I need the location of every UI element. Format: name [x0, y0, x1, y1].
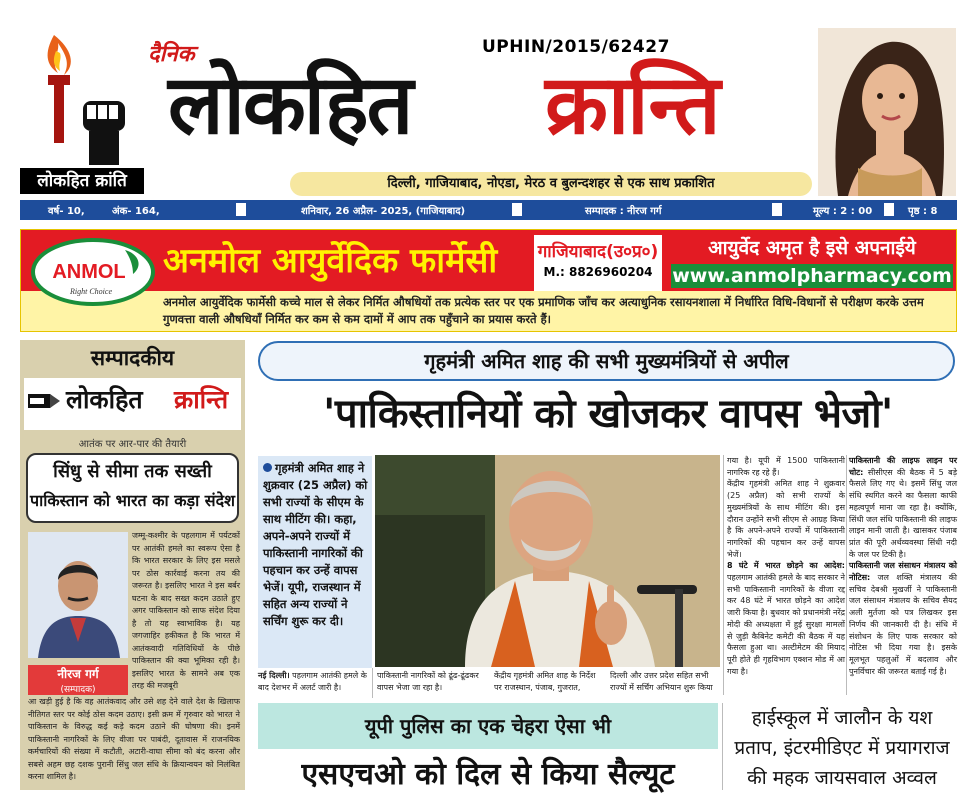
masthead-title-red: क्रान्ति [545, 57, 719, 153]
col3-para2: केंद्रीय गृहमंत्री अमित शाह ने शुक्रवार (25 अप्रैल) को सभी राज्यों के मुख्यमंत्रियों के साथ मीटिंग की। इस दौरान उन्होंने सभी सीएम से आग्रह किया है कि अपने-अपने राज्यों में पाकिस्तानी नागरिकों की पहचान कर उन्हें वापस भेजें। [727, 479, 845, 559]
third-story-headline: हाईस्कूल में जालौन के यश प्रताप, इंटरमीडिएट में प्रयागराज की महक जायसवाल अव्वल [734, 707, 950, 789]
editorial-column [20, 340, 245, 790]
separator-square [236, 203, 246, 216]
raised-fist-icon [75, 95, 133, 165]
anmol-logo [29, 236, 157, 306]
col3-para1: गया है। यूपी में 1500 पाकिस्तानी नागरिक रह रहे हैं। [727, 456, 845, 477]
ad-city: गाजियाबाद(उ०प्र०) [537, 242, 659, 262]
col4-para1: सीसीएस की बैठक में 5 बड़े फैसले लिए गए थे। इसमें सिंधु जल संधि स्थगित करने का फैसला काफी महत्वपूर्ण माना जा रहा है। क्योंकि, सिंधी जल संधि पाकिस्तानी की लाइफ लाइन मानी जाती है। खासकर पंजाब प्रांत की पूरी अर्थव्यवस्था सिंधी नदी के जल पर टिकी है। [849, 467, 957, 559]
caption-col1 [258, 670, 370, 694]
masthead [0, 0, 979, 198]
second-story-kicker: यूपी पुलिस का एक चेहरा ऐसा भी [258, 703, 718, 749]
editorial-text-part2: आ खड़ी हुई है कि वह आतंकवाद और उसे शह देने वाले देश के खिलाफ नीतिगत स्तर पर कोई ठोस कदम उठाए। इसी क्रम में गृरुवार को भारत ने पाकिस्तान के विरुद्ध कई कड़े कदम उठाने की घोषणा की। इनमें पाकिस्तानी नागरिकों के लिए वीजा पर पाबंदी, दूतावास में राजनयिक कर्मचारियों की संख्या में कटौती, अटारी-वाघा सीमा को बंद करना और सबसे अहम छह दशक पुरानी सिंधु जल संधि के क्रियान्वयन को निलंबित करना शामिल है। [28, 697, 240, 781]
editorial-brand-black: लोकहित [66, 385, 143, 414]
second-story-headline: एसएचओ को दिल से किया सैल्यूट [301, 757, 675, 792]
issue-year: वर्ष- 10, [48, 206, 85, 217]
issue-date: शनिवार, 26 अप्रैल- 2025, (गाजियाबाद) [301, 206, 466, 217]
issue-number: अंक- 164, [112, 206, 160, 217]
ad-phone: M.: 8826960204 [543, 265, 653, 279]
column-divider [722, 703, 723, 790]
issue-info-bar [20, 200, 957, 220]
ad-contact-block [534, 235, 662, 291]
bullet-icon [263, 463, 272, 472]
editor-role: (सम्पादक) [60, 685, 96, 695]
lead-text-col3 [727, 455, 845, 677]
editorial-headline-line2: पाकिस्तान को भारत का कड़ा संदेश [30, 491, 235, 510]
celebrity-photo [818, 28, 956, 196]
caption-col1-text: पहलगाम आतंकी हमले के बाद देशभर में अलर्ट जारी है। [258, 671, 367, 692]
separator-square [884, 203, 894, 216]
page-count: पृष्ठ : 8 [908, 206, 938, 217]
editorial-headline-box [26, 453, 239, 523]
lead-kicker: गृहमंत्री अमित शाह की सभी मुख्यमंत्रियों से अपील [258, 341, 955, 381]
caption-col4: दिल्ली और उत्तर प्रदेश सहित सभी राज्यों में सर्चिंग अभियान शुरू किया [610, 671, 713, 692]
editor-photo [28, 532, 128, 658]
logo-caption: लोकहित क्रांति [20, 168, 144, 194]
pen-icon [26, 386, 62, 416]
masthead-title-black: लोकहित [168, 57, 412, 153]
registration-number: UPHIN/2015/62427 [482, 37, 670, 57]
separator-square [512, 203, 522, 216]
masthead-tagline: दिल्ली, गाजियाबाद, नोएडा, मेरठ व बुलन्दशहर से एक साथ प्रकाशित [290, 172, 812, 196]
ad-brand-subtext: Right Choice [70, 287, 112, 296]
ad-slogan: आयुर्वेद अमृत है इसे अपनाईये [708, 237, 916, 259]
lead-highlight-box [258, 456, 372, 668]
editorial-headline-line1: सिंधु से सीमा तक सख्ती [53, 461, 212, 482]
lead-highlight-text: गृहमंत्री अमित शाह ने शुक्रवार (25 अप्रैल) को सभी राज्यों के सीएम के साथ मीटिंग की। कहा, अपने-अपने राज्यों में पाकिस्तानी नागरिकों की पहचान कर उन्हें वापस भेजें। यूपी, राजस्थान में सहित अन्य राज्यों ने सर्चिंग शुरू कर दी। [263, 461, 368, 628]
dainik-label: दैनिक [148, 42, 195, 67]
column-divider [846, 455, 847, 695]
column-divider [372, 668, 373, 698]
editorial-brand-red: क्रान्ति [174, 385, 229, 414]
editorial-brand-box [24, 378, 241, 430]
caption-col3: केंद्रीय गृहमंत्री अमित शाह के निर्देश पर राजस्थान, पंजाब, गुजरात, [494, 671, 596, 692]
lead-text-col4 [849, 455, 957, 677]
col4-subheading1: पाकिस्तानी की लाइफ लाइन पर चोट: [849, 456, 957, 477]
editorial-section-title: सम्पादकीय [90, 345, 175, 370]
lead-photo [375, 455, 720, 667]
editor-name: नीरज गर्ग [57, 667, 99, 681]
separator-square [772, 203, 782, 216]
ad-brand-text: ANMOL [52, 261, 126, 283]
editor-credit: सम्पादक : नीरज गर्ग [585, 206, 662, 217]
col3-subheading: 8 घंटे में भारत छोड़ने का आदेश: [727, 561, 845, 571]
ad-website[interactable]: www.anmolpharmacy.com [672, 265, 952, 287]
lead-headline: 'पाकिस्तानियों को खोजकर वापस भेजो' [323, 391, 893, 437]
caption-dateline: नई दिल्ली। [258, 671, 290, 680]
caption-col2: पाकिस्तानी नागरिकों को ढूंढ-ढूंढकर वापस भेजा जा रहा है। [377, 671, 479, 692]
editor-name-tag [28, 665, 128, 695]
editorial-text-part1: जम्मू-कश्मीर के पहलगाम में पर्यटकों पर आतंकी हमले का स्वरूप ऐसा है कि भारत सरकार के लिए इस मसले पर ठोस कार्रवाई करना तय की जरूरत है। इसलिए भारत ने इस बर्बर घटना के बाद सख्त कदम उठाते हुए अगर पाकिस्तान को साफ संदेश दिया है तो यह स्वाभाविक है। यह जगजाहिर हकीकत है कि भारत में आतंकवादी गतिविधियों के पीछे पाकिस्तान की क्या भूमिका रही है। इसलिए भारत के सामने अब एक तरह की मजबूरी [132, 531, 240, 690]
ad-pharmacy-name: अनमोल आयुर्वेदिक फार्मेसी [163, 241, 498, 281]
pharmacy-advertisement [20, 229, 957, 332]
col3-para3: पहलगाम आतंकी हमले के बाद सरकार ने सभी पाकिस्तानी नागरिकों के वीजा रद्द कर 48 घंटे में भारत छोड़ने का आदेश जारी किया है। बुधवार को प्रधानमंत्री नरेंद्र मोदी की अध्यक्षता में हुई सुरक्षा मामलों से जुड़ी कैबिनेट कमेटी की बैठक में यह फैसला हुआ था। अल्टीमेटम की मियाद पूरी होते ही गृहविभाग एक्शन मोड में आ गया है। [727, 573, 845, 676]
lead-highlight [263, 460, 369, 630]
issue-price: मूल्य : 2 : 00 [813, 206, 873, 217]
col4-subheading2: पाकिस्तानी जल संसाधन मंत्रालय को नोटिस: [849, 561, 957, 583]
col4-para2: जल शक्ति मंत्रालय की सचिव देबश्री मुखर्जी ने पाकिस्तानी जल संसाधन मंत्रालय के सचिव सैयद अली मुर्तजा को पत्र लिखकर इस निर्णय की जानकारी दी है। संधि में संशोधन के लिए पाक सरकार को नोटिस भी दिया गया है। इसके मूलभूत पहलुओं में बदलाव और पुनर्विचार की जरूरत बताई गई है। [849, 573, 957, 676]
ad-body-text: अनमोल आयुर्वेदिक फार्मेसी कच्चे माल से लेकर निर्मित औषधियों तक प्रत्येक स्तर पर एक प्रमाणिक जाँच कर अत्याधुनिक रसायनशाला में निर्धारित विधि-विधानों से परीक्षण करके उत्तम गुणवत्ता वाली औषधियाँ निर्मित कर कम से कम दामों में आप तक पहुँचाने का प्रयास करते हैं। [163, 295, 924, 326]
editorial-subtitle: आतंक पर आर-पार की तैयारी [78, 439, 187, 450]
column-divider [723, 455, 724, 695]
